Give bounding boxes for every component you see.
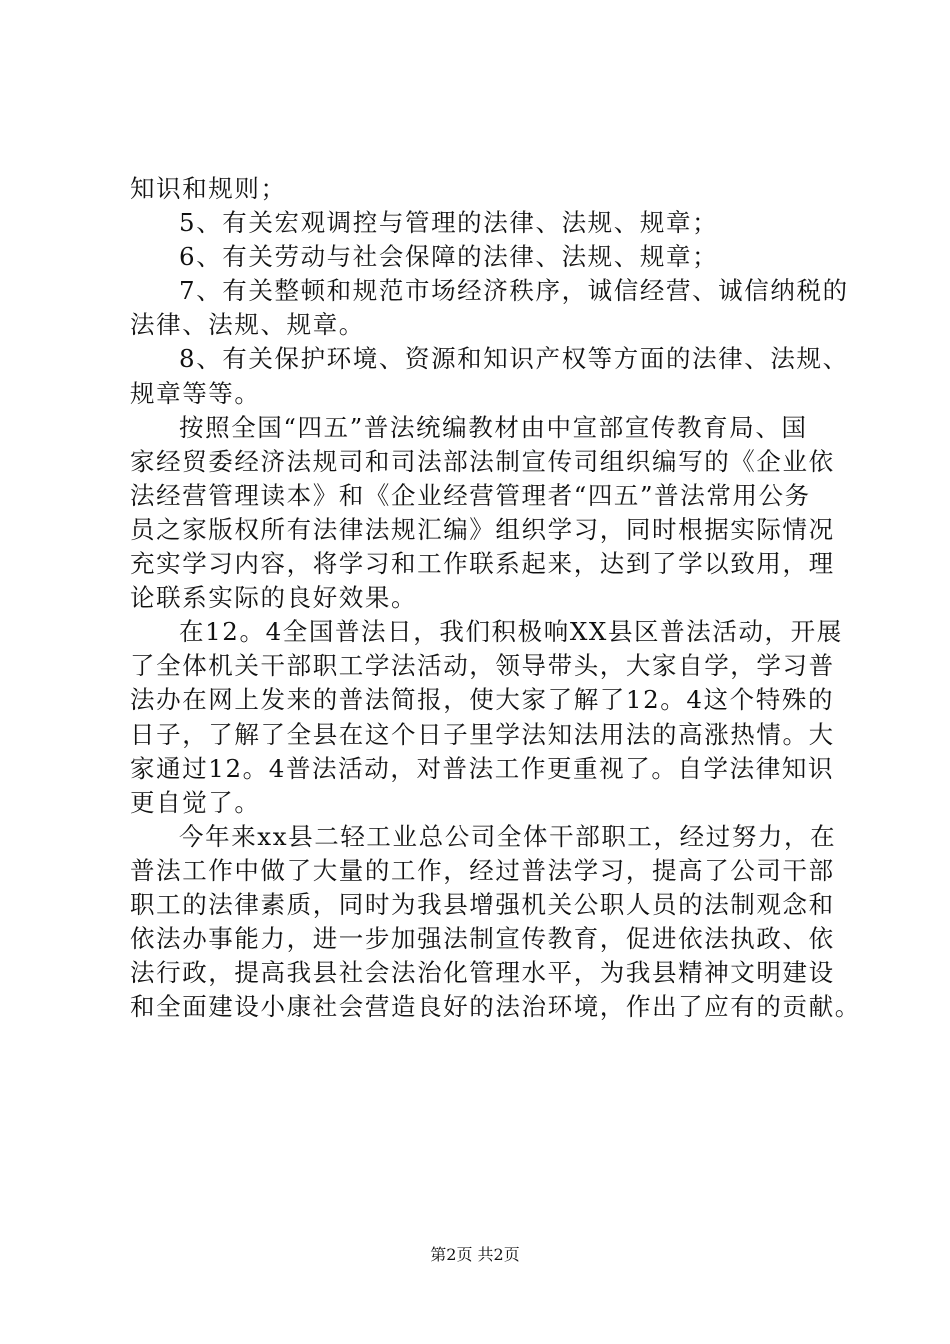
text-line: 普法工作中做了大量的工作，经过普法学习，提高了公司干部 xyxy=(130,855,835,885)
text-line: 论联系实际的良好效果。 xyxy=(130,583,418,613)
paragraph-summary xyxy=(130,820,861,1025)
text-line: 依法办事能力，进一步加强法制宣传教育，促进依法执政、依 xyxy=(130,924,835,954)
text-line: 职工的法律素质，同时为我县增强机关公职人员的法制观念和 xyxy=(130,889,835,919)
text-line: 7、有关整顿和规范市场经济秩序，诚信经营、诚信纳税的 xyxy=(179,276,849,306)
text-line: 知识和规则； xyxy=(130,174,287,203)
text-line: 法经营管理读本》和《企业经营管理者“四五”普法常用公务 xyxy=(130,480,811,510)
page-number-footer: 第2页 共2页 xyxy=(430,1245,520,1264)
text-line: 充实学习内容，将学习和工作联系起来，达到了学以致用，理 xyxy=(130,549,835,579)
text-line: 法行政，提高我县社会法治化管理水平，为我县精神文明建设 xyxy=(130,958,835,988)
text-line: 6、有关劳动与社会保障的法律、法规、规章； xyxy=(179,242,719,272)
paragraph-continuation xyxy=(130,172,830,206)
text-line: 按照全国“四五”普法统编教材由中宣部宣传教育局、国 xyxy=(179,412,808,442)
text-line: 家通过12。4普法活动，对普法工作更重视了。自学法律知识 xyxy=(130,753,835,783)
paragraph-item-5 xyxy=(130,206,830,240)
text-line: 员之家版权所有法律法规汇编》组织学习，同时根据实际情况 xyxy=(130,514,835,544)
paragraph-item-8 xyxy=(130,342,849,410)
text-line: 了全体机关干部职工学法活动，领导带头，大家自学，学习普 xyxy=(130,651,835,681)
text-line: 今年来xx县二轻工业总公司全体干部职工，经过努力，在 xyxy=(179,821,837,851)
document-body xyxy=(130,172,861,1024)
text-line: 5、有关宏观调控与管理的法律、法规、规章； xyxy=(179,208,719,238)
paragraph-item-7 xyxy=(130,274,849,342)
text-line: 法律、法规、规章。 xyxy=(130,310,365,340)
text-line: 家经贸委经济法规司和司法部法制宣传司组织编写的《企业依 xyxy=(130,446,835,476)
text-line: 和全面建设小康社会营造良好的法治环境，作出了应有的贡献。 xyxy=(130,992,861,1022)
text-line: 日子，了解了全县在这个日子里学法知法用法的高涨热情。大 xyxy=(130,719,835,749)
paragraph-study-materials xyxy=(130,411,835,616)
text-line: 规章等等。 xyxy=(130,378,261,408)
text-line: 更自觉了。 xyxy=(130,787,261,817)
paragraph-item-6 xyxy=(130,240,830,274)
text-line: 在12。4全国普法日，我们积极响XX县区普法活动，开展 xyxy=(179,617,843,647)
paragraph-law-day xyxy=(130,615,843,820)
text-line: 法办在网上发来的普法简报，使大家了解了12。4这个特殊的 xyxy=(130,685,835,715)
text-line: 8、有关保护环境、资源和知识产权等方面的法律、法规、 xyxy=(179,344,849,374)
